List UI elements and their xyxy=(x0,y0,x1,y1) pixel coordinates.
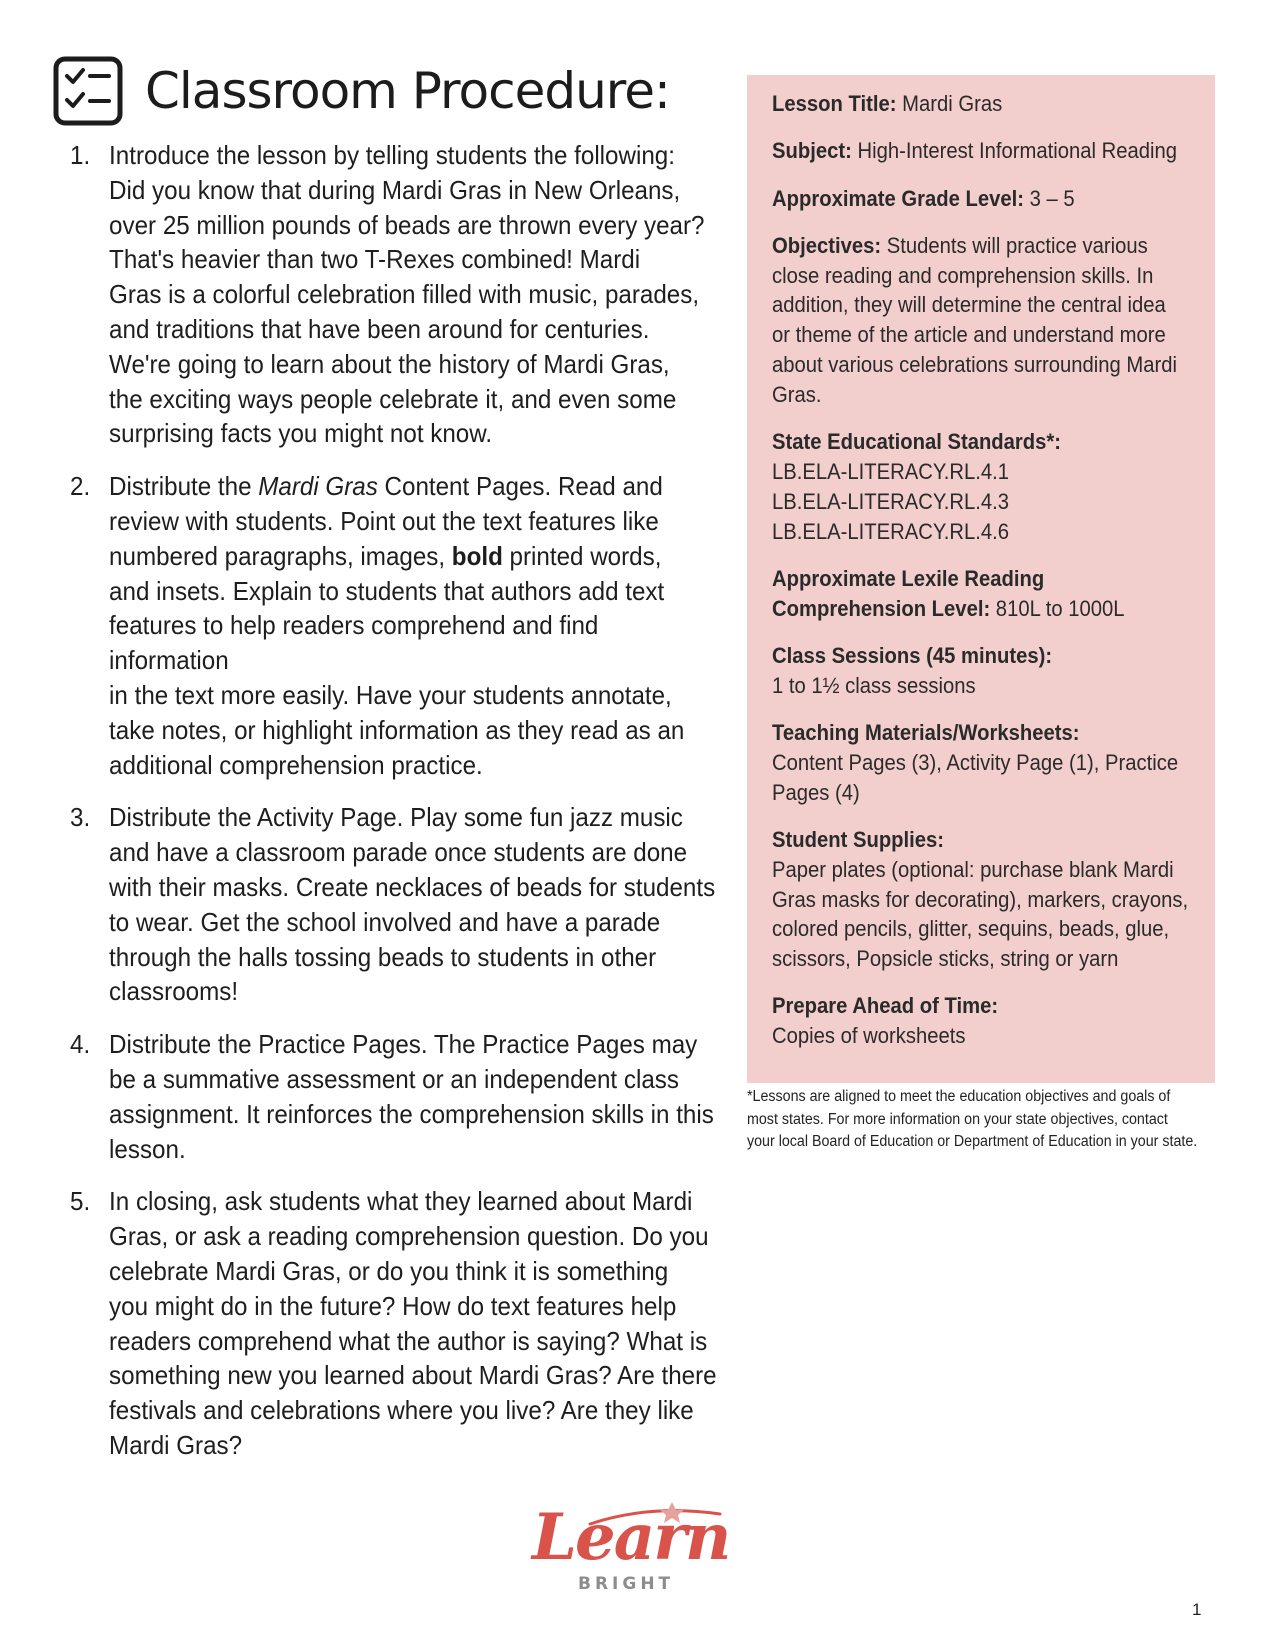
text-line: and have a classroom parade once students are done xyxy=(109,837,688,868)
text-line: take notes, or highlight information as they read as an xyxy=(109,714,685,745)
teaching-materials-field xyxy=(772,718,1195,807)
step-number: 5. xyxy=(70,1186,91,1217)
text-line: Distribute the Activity Page. Play some fun jazz music xyxy=(109,802,683,833)
text-run: printed words, xyxy=(502,540,662,571)
text-line: features to help readers comprehend and find information xyxy=(109,610,599,676)
procedure-step-3 xyxy=(70,800,721,1009)
text-line: be a summative assessment or an independent class xyxy=(109,1063,679,1094)
text-line: Did you know that during Mardi Gras in New Orleans, xyxy=(109,174,681,205)
text-line: most states. For more information on your state objectives, contact xyxy=(747,1110,1168,1128)
text-line: and insets. Explain to students that authors add text xyxy=(109,575,665,606)
step-number: 2. xyxy=(70,471,91,502)
text-line: scissors, Popsicle sticks, string or yarn xyxy=(772,946,1119,972)
standards-field xyxy=(772,427,1195,546)
text-line: surprising facts you might not know. xyxy=(109,418,493,449)
field-value: 810L to 1000L xyxy=(990,595,1125,621)
logo-subtitle: BRIGHT xyxy=(578,1574,675,1594)
subject-field xyxy=(772,136,1195,166)
text-line: *Lessons are aligned to meet the education objectives and goals of xyxy=(747,1088,1171,1105)
logo-wordmark: Learn xyxy=(532,1500,730,1575)
lesson-title-emphasis: Mardi Gras xyxy=(258,471,378,502)
text-line: Gras is a colorful celebration filled with music, parades, xyxy=(109,279,700,310)
text-line: additional comprehension practice. xyxy=(109,749,483,780)
text-line: Introduce the lesson by telling students the following: xyxy=(109,140,675,170)
step-number: 3. xyxy=(70,802,91,833)
text-line: celebrate Mardi Gras, or do you think it is something xyxy=(109,1255,669,1286)
field-value: Students will practice various xyxy=(881,232,1148,258)
text-line: your local Board of Education or Department of Education in your state. xyxy=(747,1133,1198,1150)
text-run: Distribute the xyxy=(109,471,259,502)
page-number: 1 xyxy=(1192,1600,1202,1619)
text-line: and traditions that have been around for centuries. xyxy=(109,313,650,344)
text-line: lesson. xyxy=(109,1133,186,1164)
field-label: Class Sessions (45 minutes): xyxy=(772,642,1053,668)
field-label: Objectives: xyxy=(772,232,882,258)
page-title: Classroom Procedure: xyxy=(145,62,670,120)
text-line xyxy=(772,594,1195,624)
text-line: close reading and comprehension skills. In xyxy=(772,262,1154,288)
lesson-info-sidebar xyxy=(747,75,1215,1083)
text-line: readers comprehend what the author is saying? What is xyxy=(109,1325,708,1356)
objectives-field xyxy=(772,231,1195,410)
procedure-step-5 xyxy=(70,1184,721,1462)
text-line: through the halls tossing beads to students in other xyxy=(109,941,657,972)
text-line: classrooms! xyxy=(109,976,239,1007)
text-line: something new you learned about Mardi Gras? Are there xyxy=(109,1360,717,1391)
lesson-title-field xyxy=(772,89,1195,119)
standards-disclaimer xyxy=(747,1086,1207,1154)
bold-word: bold xyxy=(451,540,503,571)
learn-bright-logo xyxy=(530,1498,730,1598)
field-label: Prepare Ahead of Time: xyxy=(772,993,999,1019)
text-line: Gras masks for decorating), markers, crayons, xyxy=(772,886,1189,912)
student-supplies-field xyxy=(772,825,1195,974)
field-value: Copies of worksheets xyxy=(772,1023,966,1049)
checklist-icon xyxy=(53,56,123,126)
step-text xyxy=(109,469,721,782)
text-line: you might do in the future? How do text features help xyxy=(109,1290,677,1321)
field-value: Mardi Gras xyxy=(896,91,1003,116)
text-line: addition, they will determine the central idea xyxy=(772,292,1166,318)
class-sessions-field xyxy=(772,641,1195,701)
procedure-list xyxy=(70,138,720,1481)
step-text xyxy=(109,138,721,451)
field-value: 1 to 1½ class sessions xyxy=(772,672,976,698)
text-run: numbered paragraphs, images, xyxy=(109,540,452,571)
text-line: over 25 million pounds of beads are thrown every year? xyxy=(109,209,705,240)
text-line: In closing, ask students what they learned about Mardi xyxy=(109,1186,693,1217)
text-run: Content Pages. Read and xyxy=(377,471,663,502)
text-line: We're going to learn about the history of Mardi Gras, xyxy=(109,348,670,379)
standard-item: LB.ELA-LITERACY.RL.4.6 xyxy=(772,518,1010,544)
text-line: about various celebrations surrounding Mardi xyxy=(772,352,1178,378)
text-line: That's heavier than two T-Rexes combined! Mardi xyxy=(109,244,641,275)
text-line xyxy=(772,231,1195,261)
text-line: or theme of the article and understand more xyxy=(772,322,1166,348)
text-line: assignment. It reinforces the comprehension skills in this xyxy=(109,1098,714,1129)
standard-item: LB.ELA-LITERACY.RL.4.3 xyxy=(772,488,1010,514)
field-label: Teaching Materials/Worksheets: xyxy=(772,720,1080,746)
standard-item: LB.ELA-LITERACY.RL.4.1 xyxy=(772,458,1010,484)
field-label: Approximate Grade Level: xyxy=(772,185,1024,211)
text-line: Paper plates (optional: purchase blank Mardi xyxy=(772,856,1174,882)
procedure-step-1 xyxy=(70,138,721,451)
text-line: Gras. xyxy=(772,381,822,407)
step-text xyxy=(109,800,721,1009)
text-line: Pages (4) xyxy=(772,779,860,805)
prepare-ahead-field xyxy=(772,991,1195,1051)
text-line: Distribute the Practice Pages. The Practice Pages may xyxy=(109,1029,698,1060)
text-line: Content Pages (3), Activity Page (1), Practice xyxy=(772,749,1179,775)
text-line: the exciting ways people celebrate it, and even some xyxy=(109,383,677,414)
text-line xyxy=(109,539,721,574)
step-text xyxy=(109,1184,721,1462)
procedure-step-2 xyxy=(70,469,721,782)
field-label: State Educational Standards*: xyxy=(772,429,1062,455)
field-value: 3 – 5 xyxy=(1023,185,1075,211)
lexile-field xyxy=(772,564,1195,624)
grade-level-field xyxy=(772,184,1195,214)
procedure-step-4 xyxy=(70,1027,721,1166)
text-line: review with students. Point out the text features like xyxy=(109,505,659,536)
text-line: in the text more easily. Have your students annotate, xyxy=(109,679,672,710)
step-text xyxy=(109,1027,721,1166)
text-line: colored pencils, glitter, sequins, beads, glue, xyxy=(772,916,1170,942)
field-label: Approximate Lexile Reading xyxy=(772,565,1045,591)
field-value: High-Interest Informational Reading xyxy=(851,138,1178,164)
text-line xyxy=(109,469,721,504)
field-label: Subject: xyxy=(772,138,852,164)
step-number: 4. xyxy=(70,1029,91,1060)
page-header xyxy=(53,55,670,127)
text-line: Mardi Gras? xyxy=(109,1429,243,1460)
field-label: Student Supplies: xyxy=(772,826,945,852)
text-line: Gras, or ask a reading comprehension question. Do you xyxy=(109,1221,709,1252)
field-label: Lesson Title: xyxy=(772,91,897,116)
text-line: festivals and celebrations where you live? Are they like xyxy=(109,1395,694,1426)
step-number: 1. xyxy=(70,140,91,170)
field-label: Comprehension Level: xyxy=(772,595,991,621)
text-line: with their masks. Create necklaces of beads for students xyxy=(109,871,716,902)
text-line: to wear. Get the school involved and have a parade xyxy=(109,906,661,937)
